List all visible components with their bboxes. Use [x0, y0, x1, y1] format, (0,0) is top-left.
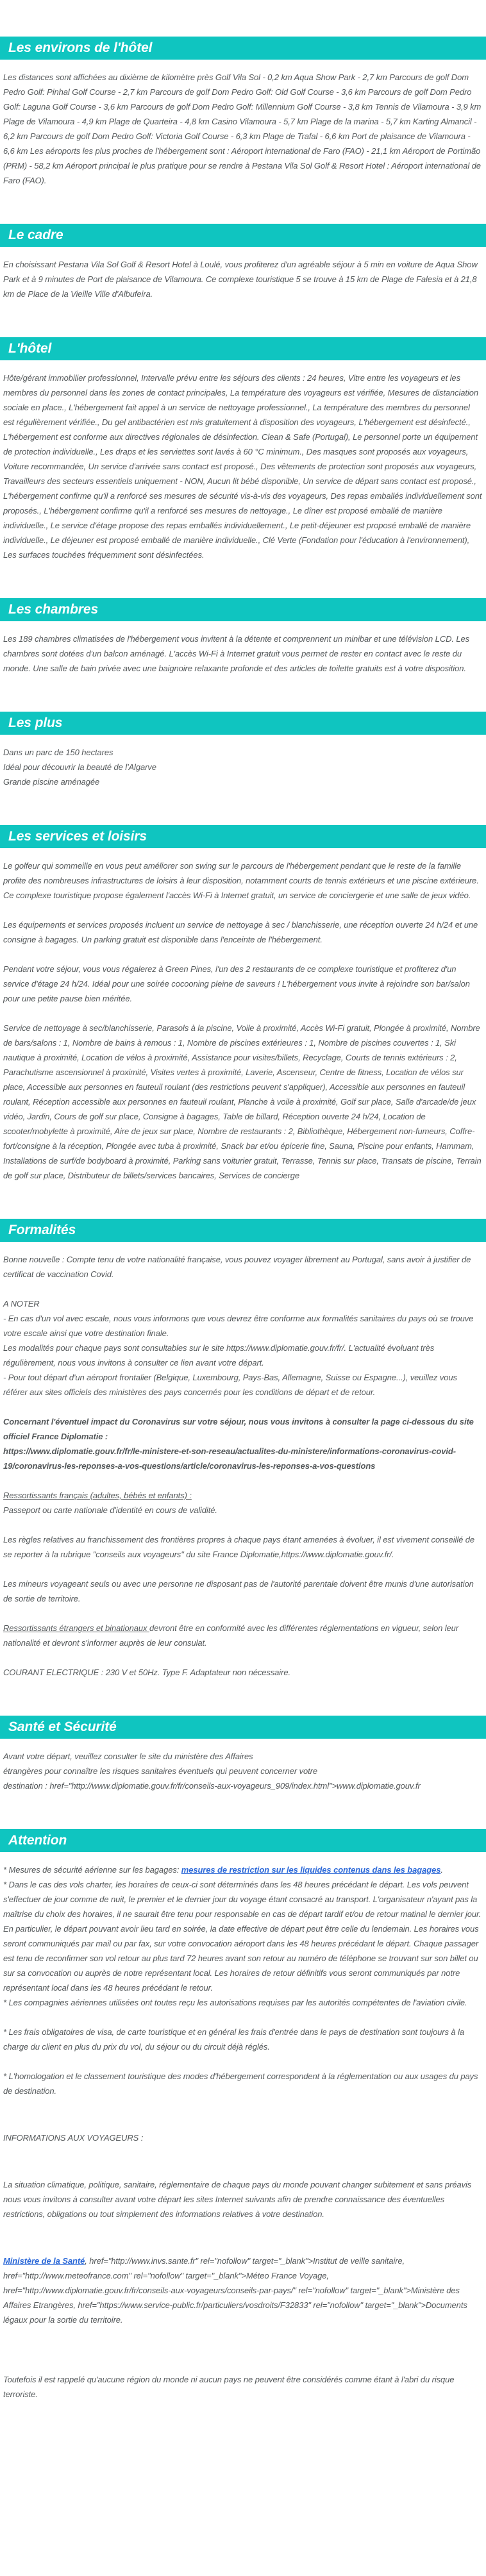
ressortissants-francais-block — [3, 1488, 482, 1518]
courant-electrique-paragraph: COURANT ELECTRIQUE : 230 V et 50Hz. Type F. Adaptateur non nécessaire. — [3, 1668, 290, 1677]
services-paragraph: Pendant votre séjour, vous vous régalerez à Green Pines, l'un des 2 restaurants de ce complexe touristique et profiterez d'un service d'étage 24 h/24. Idéal pour une soirée cocooning pleine de saveurs ! L'hébergement vous invite à rejoindre son bar/salon pour une petite pause bien méritée. — [3, 964, 470, 1003]
services-paragraph: Le golfeur qui sommeille en vous peut améliorer son swing sur le parcours de l'hébergement pendant que le reste de la famille profite des nombreuses infrastructures de loisirs à leur disposition, notamment courts de tennis extérieurs et une piscine extérieure. Ce complexe touristique propose également l'accès Wi-Fi à Internet gratuit, un service de conciergerie et une salle de jeux vidéo. — [3, 861, 479, 900]
frais-paragraph: * Les frais obligatoires de visa, de carte touristique et en général les frais d'entrée dans le pays de destination sont toujours à la charge du client en plus du prix du vol, du séjour ou du circuit déjà réglés. — [3, 2027, 464, 2052]
section-hotel-content — [3, 371, 482, 562]
section-header-formalites — [0, 1219, 486, 1242]
ressortissants-francais-label: Ressortissants français (adultes, bébés et enfants) : — [3, 1491, 192, 1500]
plus-item: Grande piscine aménagée — [3, 777, 100, 787]
section-header-services — [0, 825, 486, 848]
section-header-hotel — [0, 337, 486, 360]
covid-notice-url: https://www.diplomatie.gouv.fr/fr/le-ministere-et-son-reseau/actualites-du-ministere/informations-coronavirus-covid-19/coronavirus-les-reponses-a-vos-questions/article/coronavirus-les-reponses-a-vos-questions — [3, 1446, 456, 1471]
section-header-attention — [0, 1829, 486, 1852]
bagages-line — [3, 1862, 482, 1877]
ressortissants-francais-text: Passeport ou carte nationale d'identité en cours de validité. — [3, 1505, 217, 1515]
a-noter-item: - En cas d'un vol avec escale, nous vous informons que vous devrez être conforme aux formalités sanitaires du pays où se trouve votre escale ainsi que votre destination finale. — [3, 1314, 474, 1338]
attention-flight-block — [3, 1862, 482, 2010]
regles-frontieres-paragraph: Les règles relatives au franchissement des frontières propres à chaque pays étant amenées à évoluer, il est vivement conseillé de se reporter à la rubrique "conseils aux voyageurs" du site France Diplomatie,https://www.diplomatie.gouv.fr/. — [3, 1535, 475, 1559]
ressortissants-etrangers-paragraph — [3, 1621, 482, 1650]
sante-line: Avant votre départ, veuillez consulter le site du ministère des Affaires — [3, 1752, 253, 1761]
ressortissants-etrangers-label: Ressortissants étrangers et binationaux — [3, 1623, 149, 1633]
cadre-paragraph: En choisissant Pestana Vila Sol Golf & Resort Hotel à Loulé, vous profiterez d'un agréable séjour à 5 min en voiture de Aqua Show Park et à 9 minutes de Port de plaisance de Vilamoura. Ce complexe touristique 5 se trouve à 15 km de Plage de Falesia et à 21,8 km de Place de la Vieille Ville d'Albufeira. — [3, 260, 478, 299]
section-sante-content — [3, 1749, 482, 1793]
section-header-chambres — [0, 598, 486, 621]
section-title-sante: Santé et Sécurité — [8, 1719, 117, 1734]
section-plus-content — [3, 745, 482, 789]
services-amenities-list: Service de nettoyage à sec/blanchisserie, Parasols à la piscine, Voile à proximité, Accès Wi-Fi gratuit, Plongée à proximité, Nombre de bars/salons : 1, Nombre de bains à remous : 1, Nombre de piscines extérieures : 1, Nombre de piscines couvertes : 1, Ski nautique à proximité, Location de vélos à proximité, Assistance pour visites/billets, Recyclage, Courts de tennis extérieurs : 2, Parachutisme ascensionnel à proximité, Visites vertes à proximité, Laverie, Ascenseur, Centre de fitness, Location de vélos sur place, Accessible aux personnes en fauteuil roulant (des restrictions peuvent s'appliquer), Accessible aux personnes en fauteuil roulant, Réception accessible aux personnes en fauteuil roulant, Planche à voile à proximité, Golf sur place, Salle d'arcade/de jeux vidéo, Jardin, Cours de golf sur place, Consigne à bagages, Table de billard, Réception ouverte 24 h/24, Location de scooter/mobylette à proximité, Aire de jeux sur place, Nombre de restaurants : 2, Bibliothèque, Hébergement non-fumeurs, Coffre-fort/consigne à la réception, Plongée avec tuba à proximité, Snack bar et/ou épicerie fine, Sauna, Piscine pour enfants, Hammam, Installations de surf/de bodyboard à proximité, Parking sans voiturier gratuit, Terrasse, Tennis sur place, Transats de piscine, Terrain de golf sur place, Distributeur de billets/services bancaires, Services de concierge — [3, 1023, 482, 1180]
covid-notice-block — [3, 1414, 482, 1473]
section-header-environs — [0, 37, 486, 60]
plus-item: Dans un parc de 150 hectares — [3, 748, 113, 757]
homologation-paragraph: * L'homologation et le classement touristique des modes d'hébergement correspondent à la réglementation ou aux usages du pays de destination. — [3, 2071, 478, 2096]
compagnies-paragraph: * Les compagnies aériennes utilisées ont toutes reçu les autorisations requises par les autorités compétentes de l'aviation civile. — [3, 1998, 467, 2007]
official-links-rest: , href="http://www.invs.sante.fr" rel="nofollow" target="_blank">Institut de veille sanitaire, href="http://www.meteofrance.com" rel="nofollow" target="_blank">Méteo France Voyage, href="http://www.diplomatie.gouv.fr/fr/conseils-aux-voyageurs/conseils-par-pays/" rel="nofollow" target="_blank">Ministère des Affaires Etrangères, href="https://www.service-public.fr/particuliers/vosdroits/F32833" rel="nofollow" target="_blank">Documents légaux pour la sortie du territoire. — [3, 2256, 467, 2325]
bagages-prefix: * Mesures de sécurité aérienne sur les bagages: — [3, 1865, 181, 1875]
liquides-restriction-link[interactable]: mesures de restriction sur les liquides contenus dans les bagages — [181, 1865, 441, 1875]
section-title-attention: Attention — [8, 1833, 67, 1848]
section-header-sante — [0, 1716, 486, 1739]
section-title-plus: Les plus — [8, 715, 63, 730]
hotel-paragraph: Hôte/gérant immobilier professionnel, Intervalle prévu entre les séjours des clients : 24 heures, Vitre entre les voyageurs et les membres du personnel dans les zones de contact principales, La température des voyageurs est vérifiée, Mesures de distanciation sociale en place., L'hébergement fait appel à un service de nettoyage professionnel., La température des membres du personnel est régulièrement vérifiée., Du gel antibactérien est mis gratuitement à disposition des voyageurs, L'hébergement est désinfecté., L'hébergement est conforme aux directives régionales de désinfection. Clean & Safe (Portugal), Le personnel porte un équipement de protection individuelle., Les draps et les serviettes sont lavés à 60 °C minimum., Des masques sont proposés aux voyageurs, Voiture recommandée, Un service d'arrivée sans contact est proposé., Des vêtements de protection sont proposés aux voyageurs, Travailleurs des secteurs essentiels uniquement - NON, Aucun lit bébé disponible, Un service de départ sans contact est proposé., L'hébergement confirme qu'il a renforcé ses mesures de sécurité vis-à-vis des voyageurs, Des repas emballés individuellement sont proposés., L'hébergement confirme qu'il a renforcé ses mesures de nettoyage., Le dîner est proposé emballé de manière individuelle., Le service d'étage propose des repas emballés individuellement., Le petit-déjeuner est proposé emballé de manière individuelle., Le déjeuner est proposé emballé de manière individuelle., Clé Verte (Fondation pour l'éducation à l'environnement), Les surfaces touchées fréquemment sont désinfectées. — [3, 373, 482, 560]
a-noter-item: Les modalités pour chaque pays sont consultables sur le site https://www.diplomatie.gouv.fr/fr/. L'actualité évoluant très régulièrement, nous vous invitons à consulter ce lien avant votre départ. — [3, 1343, 435, 1367]
formalites-a-noter-block — [3, 1296, 482, 1400]
section-attention-content — [3, 1862, 482, 2402]
section-title-environs: Les environs de l'hôtel — [8, 40, 153, 55]
section-title-hotel: L'hôtel — [8, 341, 52, 356]
a-noter-title: A NOTER — [3, 1299, 40, 1309]
mineurs-paragraph: Les mineurs voyageant seuls ou avec une personne ne disposant pas de l'autorité parentale doivent être munis d'une autorisation de sortie de territoire. — [3, 1579, 474, 1603]
bagages-suffix: . — [440, 1865, 443, 1875]
section-environs-content — [3, 70, 482, 188]
section-cadre-content — [3, 257, 482, 301]
sante-line: étrangères pour connaître les risques sanitaires éventuels qui peuvent concerner votre — [3, 1766, 318, 1776]
environs-paragraph: Les distances sont affichées au dixième de kilomètre près Golf Vila Sol - 0,2 km Aqua Show Park - 2,7 km Parcours de golf Dom Pedro Golf: Pinhal Golf Course - 2,7 km Parcours de golf Dom Pedro Golf: Old Golf Course - 3,6 km Parcours de golf Dom Pedro Golf: Laguna Golf Course - 3,6 km Parcours de golf Dom Pedro Golf: Millennium Golf Course - 3,8 km Tennis de Vilamoura - 3,9 km Plage de Vilamoura - 4,9 km Plage de Quarteira - 4,8 km Casino Vilamoura - 5,7 km Plage de la marina - 5,7 km Karting Almancil - 6,2 km Parcours de golf Dom Pedro Golf: Victoria Golf Course - 6,3 km Plage de Trafal - 6,6 km Port de plaisance de Vilamoura - 6,6 km Les aéroports les plus proches de l'hébergement sont : Aéroport international de Faro (FAO) - 21,1 km Aéroport de Portimão (PRM) - 58,2 km Aéroport principal le plus pratique pour se rendre à Pestana Vila Sol Golf & Resort Hotel : Aéroport international de Faro (FAO). — [3, 72, 482, 185]
section-services-content — [3, 858, 482, 1183]
section-formalites-content — [3, 1252, 482, 1680]
charter-paragraph: * Dans le cas des vols charter, les horaires de ceux-ci sont déterminés dans les 48 heures précédant le départ. Les vols peuvent s'effectuer de jour comme de nuit, le premier et le dernier jour du voyage étant consacré au transport. L'organisateur n'ayant pas la maîtrise du choix des horaires, il ne saurait être tenu pour responsable en cas de départ tardif et/ou de retour matinal le dernier jour. En particulier, le départ pouvant avoir lieu tard en soirée, la date effective de départ peut être celle du lendemain. Les horaires vous seront communiqués par mail ou par fax, sur votre convocation aéroport dans les 48 heures précédant le départ. Chaque passager est tenu de reconfirmer son vol retour au plus tard 72 heures avant son retour au numéro de téléphone se trouvant sur son billet ou sur sa convocation ou auprès de notre représentant local. Les horaires de retour définitifs vous seront communiqués par notre représentant local dans les 48 heures précédant le retour. — [3, 1880, 482, 1993]
formalites-intro: Bonne nouvelle : Compte tenu de votre nationalité française, vous pouvez voyager librement au Portugal, sans avoir à justifier de certificat de vaccination Covid. — [3, 1255, 471, 1279]
situation-block — [3, 2177, 482, 2221]
section-header-cadre — [0, 224, 486, 247]
chambres-paragraph: Les 189 chambres climatisées de l'hébergement vous invitent à la détente et comprennent un minibar et une télévision LCD. Les chambres sont dotées d'un balcon aménagé. L'accès Wi-Fi à Internet gratuit vous permet de rester en contact avec le reste du monde. Une salle de bain privée avec une baignoire relaxante profonde et des articles de toilette gratuits est à votre disposition. — [3, 634, 470, 673]
section-header-plus — [0, 712, 486, 735]
informations-voyageurs-title: INFORMATIONS AUX VOYAGEURS : — [3, 2133, 144, 2143]
situation-line: nous vous invitons à consulter avant votre départ les sites Internet suivants afin de prendre connaissance des éventuelles restrictions, obligations ou tout simplement des informations relatives à votre destination. — [3, 2195, 445, 2219]
ressortissants-etrangers-text: devront être en conformité avec les différentes réglementations en vigueur, selon leur nationalité et devront s'informer auprès de leur consulat. — [3, 1623, 459, 1648]
ministere-sante-link[interactable]: Ministère de la Santé — [3, 2256, 85, 2266]
sante-line: destination : href="http://www.diplomatie.gouv.fr/fr/conseils-aux-voyageurs_909/index.html">www.diplomatie.gouv.fr — [3, 1781, 421, 1791]
covid-notice-text: Concernant l'éventuel impact du Coronavirus sur votre séjour, nous vous invitons à consulter la page ci-dessous du site officiel France Diplomatie : — [3, 1417, 474, 1441]
plus-item: Idéal pour découvrir la beauté de l'Algarve — [3, 762, 156, 772]
services-paragraph: Les équipements et services proposés incluent un service de nettoyage à sec / blanchisserie, une réception ouverte 24 h/24 et une consigne à bagages. Un parking gratuit est disponible dans l'enceinte de l'hébergement. — [3, 920, 478, 944]
section-title-services: Les services et loisirs — [8, 829, 147, 844]
situation-line: La situation climatique, politique, sanitaire, réglementaire de chaque pays du monde pouvant changer subitement et sans préavis — [3, 2180, 472, 2189]
section-title-formalites: Formalités — [8, 1223, 76, 1237]
official-links-paragraph — [3, 2254, 482, 2327]
section-chambres-content — [3, 631, 482, 676]
terrorisme-paragraph: Toutefois il est rappelé qu'aucune région du monde ni aucun pays ne peuvent être considérés comme étant à l'abri du risque terroriste. — [3, 2375, 455, 2399]
section-title-cadre: Le cadre — [8, 228, 63, 242]
section-title-chambres: Les chambres — [8, 602, 99, 617]
hotel-info-document — [0, 37, 486, 2402]
a-noter-item: - Pour tout départ d'un aéroport frontalier (Belgique, Luxembourg, Pays-Bas, Allemagne, Suisse ou Espagne...), veuillez vous référer aux sites officiels des ministères des pays concernés pour les conditions de départ et de retour. — [3, 1373, 457, 1397]
